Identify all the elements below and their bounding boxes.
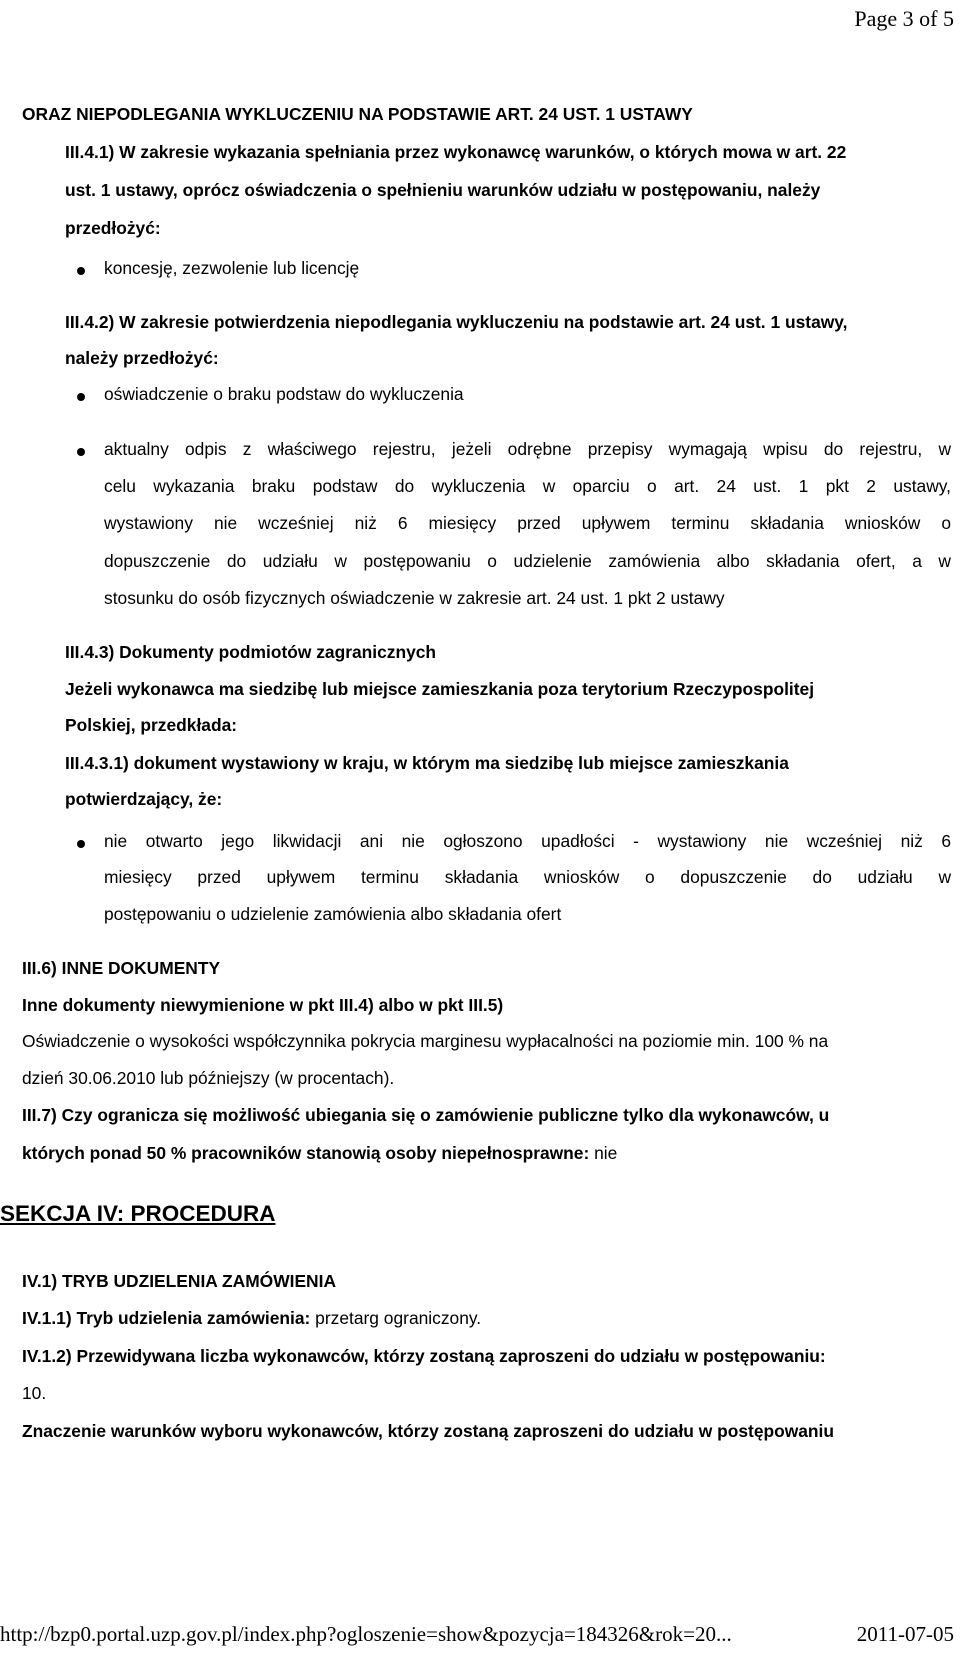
section-title: SEKCJA IV: PROCEDURA bbox=[0, 1201, 276, 1226]
heading-line: Polskiej, przedkłada: bbox=[65, 715, 238, 735]
heading-line: III.4.3.1) dokument wystawiony w kraju, w którym ma siedzibę lub miejsce zamieszkania bbox=[65, 753, 789, 773]
list-item: koncesję, zezwolenie lub licencję bbox=[104, 258, 360, 278]
heading-line: Jeżeli wykonawca ma siedzibę lub miejsce zamieszkania poza terytorium Rzeczypospolitej bbox=[65, 679, 815, 699]
field-value: 10. bbox=[22, 1383, 47, 1403]
text-line: dzień 30.06.2010 lub późniejszy (w procentach). bbox=[22, 1068, 395, 1088]
list-item: nie otwarto jego likwidacji ani nie ogłoszono upadłości - wystawiony nie wcześniej niż 6 bbox=[104, 831, 951, 851]
bullet-icon bbox=[77, 448, 85, 456]
heading-line: III.4.3) Dokumenty podmiotów zagranicznych bbox=[65, 642, 437, 662]
text-line bbox=[22, 1300, 481, 1337]
footer-url: http://bzp0.portal.uzp.gov.pl/index.php?ogloszenie=show&pozycja=184326&rok=20... bbox=[0, 1622, 732, 1646]
field-value: przetarg ograniczony. bbox=[310, 1308, 482, 1328]
text-line: Oświadczenie o wysokości współczynnika pokrycia marginesu wypłacalności na poziomie min. 100 % na bbox=[22, 1031, 829, 1051]
heading-line: III.4.1) W zakresie wykazania spełniania przez wykonawcę warunków, o których mowa w art. 22 bbox=[65, 142, 847, 162]
heading-line: Znaczenie warunków wyboru wykonawców, którzy zostaną zaproszeni do udziału w postępowaniu bbox=[22, 1421, 835, 1441]
list-item-continuation: miesięcy przed upływem terminu składania wniosków o dopuszczenie do udziału w bbox=[104, 867, 951, 887]
heading-line: ust. 1 ustawy, oprócz oświadczenia o spełnieniu warunków udziału w postępowaniu, należy bbox=[65, 180, 821, 200]
heading-line: ORAZ NIEPODLEGANIA WYKLUCZENIU NA PODSTAWIE ART. 24 UST. 1 USTAWY bbox=[22, 104, 693, 124]
list-item-continuation: stosunku do osób fizycznych oświadczenie w zakresie art. 24 ust. 1 pkt 2 ustawy bbox=[104, 588, 725, 608]
question-label: których ponad 50 % pracowników stanowią osoby niepełnosprawne: bbox=[22, 1143, 590, 1163]
bullet-icon bbox=[77, 840, 85, 848]
list-item: oświadczenie o braku podstaw do wykluczenia bbox=[104, 384, 464, 404]
page-number: Page 3 of 5 bbox=[854, 6, 954, 31]
answer-value: nie bbox=[589, 1143, 618, 1163]
list-item-continuation: wystawiony nie wcześniej niż 6 miesięcy przed upływem terminu składania wniosków o bbox=[104, 513, 951, 533]
list-item-continuation: dopuszczenie do udziału w postępowaniu o udzielenie zamówienia albo składania ofert, a w bbox=[104, 551, 951, 571]
heading-line: III.7) Czy ogranicza się możliwość ubiegania się o zamówienie publiczne tylko dla wykonawców, u bbox=[22, 1105, 830, 1125]
list-item-continuation: postępowaniu o udzielenie zamówienia albo składania ofert bbox=[104, 904, 562, 924]
heading-line: IV.1) TRYB UDZIELENIA ZAMÓWIENIA bbox=[22, 1271, 337, 1291]
heading-line: należy przedłożyć: bbox=[65, 348, 219, 368]
bullet-icon bbox=[77, 393, 85, 401]
list-item-continuation: celu wykazania braku podstaw do wykluczenia w oparciu o art. 24 ust. 1 pkt 2 ustawy, bbox=[104, 476, 951, 496]
footer-date: 2011-07-05 bbox=[856, 1622, 954, 1646]
heading-line: III.6) INNE DOKUMENTY bbox=[22, 958, 221, 978]
bullet-icon bbox=[77, 267, 85, 275]
heading-line: potwierdzający, że: bbox=[65, 789, 223, 809]
heading-line: IV.1.2) Przewidywana liczba wykonawców, którzy zostaną zaproszeni do udziału w postępowaniu: bbox=[22, 1346, 826, 1366]
heading-line: przedłożyć: bbox=[65, 218, 161, 238]
list-item: aktualny odpis z właściwego rejestru, jeżeli odrębne przepisy wymagają wpisu do rejestru, w bbox=[104, 439, 951, 459]
heading-line: Inne dokumenty niewymienione w pkt III.4) albo w pkt III.5) bbox=[22, 995, 504, 1015]
heading-line: III.4.2) W zakresie potwierdzenia niepodlegania wykluczeniu na podstawie art. 24 ust. 1 ustawy, bbox=[65, 312, 848, 332]
text-line bbox=[22, 1135, 617, 1172]
field-label: IV.1.1) Tryb udzielenia zamówienia: bbox=[22, 1308, 311, 1328]
